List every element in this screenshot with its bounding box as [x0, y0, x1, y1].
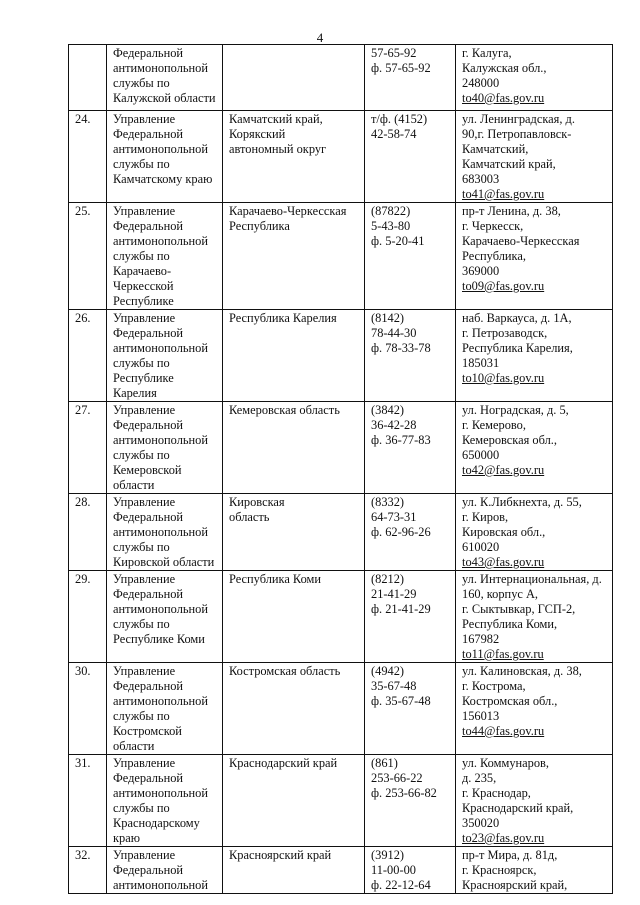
row-number-text: 26.: [75, 311, 91, 325]
organization-name: [107, 402, 223, 494]
postal-address: [456, 494, 613, 571]
organization-name: [107, 111, 223, 203]
phone-numbers-text: (87822) 5-43-80 ф. 5-20-41: [371, 204, 425, 248]
region-name-text: Республика Карелия: [229, 311, 337, 325]
email-link[interactable]: to09@fas.gov.ru: [462, 279, 545, 293]
row-number-text: 28.: [75, 495, 91, 509]
phone-numbers: [365, 663, 456, 755]
table-row: [69, 310, 613, 402]
email-link[interactable]: to42@fas.gov.ru: [462, 463, 545, 477]
table-row: [69, 755, 613, 847]
email-link[interactable]: to23@fas.gov.ru: [462, 831, 545, 845]
row-number: [69, 494, 107, 571]
postal-address-text: г. Калуга, Калужская обл., 248000: [462, 46, 547, 90]
phone-numbers-text: (8142) 78-44-30 ф. 78-33-78: [371, 311, 431, 355]
organization-name-text: Управление Федеральной антимонопольной службы по Республике Коми: [113, 572, 208, 646]
region-name: [223, 755, 365, 847]
region-name-text: Камчатский край, Корякский автономный округ: [229, 112, 327, 156]
region-name-text: Республика Коми: [229, 572, 322, 586]
table-row: [69, 494, 613, 571]
table-row: [69, 847, 613, 894]
phone-numbers: [365, 847, 456, 894]
organization-name-text: Управление Федеральной антимонопольной службы по Кемеровской области: [113, 403, 208, 492]
table-row: [69, 111, 613, 203]
row-number: [69, 663, 107, 755]
organization-name: [107, 847, 223, 894]
registry-table-body: [69, 45, 613, 894]
postal-address: [456, 571, 613, 663]
region-name: [223, 402, 365, 494]
email-link[interactable]: to11@fas.gov.ru: [462, 647, 544, 661]
postal-address-text: ул. Ноградская, д. 5, г. Кемерово, Кемеровская обл., 650000: [462, 403, 569, 462]
row-number: [69, 111, 107, 203]
postal-address: [456, 45, 613, 111]
row-number: [69, 310, 107, 402]
postal-address-text: пр-т Ленина, д. 38, г. Черкесск, Карачаево-Черкесская Республика, 369000: [462, 204, 580, 278]
row-number-text: 25.: [75, 204, 91, 218]
email-link[interactable]: to44@fas.gov.ru: [462, 724, 545, 738]
email-link[interactable]: to40@fas.gov.ru: [462, 91, 545, 105]
phone-numbers-text: 57-65-92 ф. 57-65-92: [371, 46, 431, 75]
phone-numbers-text: (3912) 11-00-00 ф. 22-12-64: [371, 848, 431, 892]
organization-name: [107, 45, 223, 111]
postal-address-text: ул. Калиновская, д. 38, г. Кострома, Костромская обл., 156013: [462, 664, 582, 723]
region-name-text: Карачаево-Черкесская Республика: [229, 204, 347, 233]
row-number: [69, 45, 107, 111]
organization-name-text: Управление Федеральной антимонопольной службы по Республике Карелия: [113, 311, 208, 400]
postal-address-text: ул. Коммунаров, д. 235, г. Краснодар, Краснодарский край, 350020: [462, 756, 574, 830]
row-number-text: 31.: [75, 756, 91, 770]
organization-name-text: Управление Федеральной антимонопольной службы по Краснодарскому краю: [113, 756, 208, 845]
organization-name-text: Управление Федеральной антимонопольной службы по Карачаево- Черкесской Республике: [113, 204, 208, 308]
phone-numbers: [365, 571, 456, 663]
organization-name: [107, 571, 223, 663]
postal-address: [456, 203, 613, 310]
region-name: [223, 847, 365, 894]
row-number: [69, 847, 107, 894]
postal-address-text: ул. Интернациональная, д. 160, корпус А, г. Сыктывкар, ГСП-2, Республика Коми, 167982: [462, 572, 602, 646]
organization-name-text: Управление Федеральной антимонопольной службы по Камчатскому краю: [113, 112, 213, 186]
page-number: 4: [316, 30, 324, 45]
region-name: [223, 111, 365, 203]
organization-name-text: Управление Федеральной антимонопольной службы по Костромской области: [113, 664, 208, 753]
phone-numbers: [365, 45, 456, 111]
row-number: [69, 402, 107, 494]
organization-name: [107, 310, 223, 402]
phone-numbers: [365, 755, 456, 847]
row-number-text: 29.: [75, 572, 91, 586]
row-number: [69, 571, 107, 663]
postal-address-text: пр-т Мира, д. 81д, г. Красноярск, Красноярский край,: [462, 848, 568, 892]
table-row: [69, 203, 613, 310]
organization-name-text: Федеральной антимонопольной службы по Калужской области: [113, 46, 216, 105]
postal-address: [456, 310, 613, 402]
phone-numbers: [365, 494, 456, 571]
phone-numbers-text: т/ф. (4152) 42-58-74: [371, 112, 428, 141]
phone-numbers: [365, 111, 456, 203]
phone-numbers: [365, 402, 456, 494]
postal-address-text: наб. Варкауса, д. 1А, г. Петрозаводск, Республика Карелия, 185031: [462, 311, 573, 370]
email-link[interactable]: to43@fas.gov.ru: [462, 555, 545, 569]
row-number-text: 24.: [75, 112, 91, 126]
phone-numbers-text: (3842) 36-42-28 ф. 36-77-83: [371, 403, 431, 447]
postal-address: [456, 663, 613, 755]
phone-numbers-text: (861) 253-66-22 ф. 253-66-82: [371, 756, 437, 800]
region-name: [223, 494, 365, 571]
region-name-text: Кировская область: [229, 495, 285, 524]
phone-numbers-text: (4942) 35-67-48 ф. 35-67-48: [371, 664, 431, 708]
phone-numbers-text: (8212) 21-41-29 ф. 21-41-29: [371, 572, 431, 616]
postal-address: [456, 402, 613, 494]
organization-name: [107, 203, 223, 310]
postal-address: [456, 755, 613, 847]
organization-name: [107, 494, 223, 571]
region-name-text: Костромская область: [229, 664, 341, 678]
row-number: [69, 755, 107, 847]
email-link[interactable]: to41@fas.gov.ru: [462, 187, 545, 201]
row-number-text: 32.: [75, 848, 91, 862]
region-name: [223, 45, 365, 111]
email-link[interactable]: to10@fas.gov.ru: [462, 371, 545, 385]
region-name-text: Краснодарский край: [229, 756, 338, 770]
region-name-text: Красноярский край: [229, 848, 332, 862]
organization-name: [107, 663, 223, 755]
postal-address: [456, 847, 613, 894]
region-name: [223, 663, 365, 755]
organization-name: [107, 755, 223, 847]
table-row: [69, 402, 613, 494]
organization-name-text: Управление Федеральной антимонопольной: [113, 848, 208, 892]
postal-address-text: ул. К.Либкнехта, д. 55, г. Киров, Кировская обл., 610020: [462, 495, 582, 554]
row-number: [69, 203, 107, 310]
row-number-text: 30.: [75, 664, 91, 678]
organization-name-text: Управление Федеральной антимонопольной службы по Кировской области: [113, 495, 215, 569]
postal-address-text: ул. Ленинградская, д. 90,г. Петропавловск- Камчатский, Камчатский край, 683003: [462, 112, 575, 186]
table-row: [69, 45, 613, 111]
registry-table: [68, 44, 613, 894]
region-name: [223, 571, 365, 663]
phone-numbers-text: (8332) 64-73-31 ф. 62-96-26: [371, 495, 431, 539]
phone-numbers: [365, 310, 456, 402]
postal-address: [456, 111, 613, 203]
region-name: [223, 310, 365, 402]
region-name-text: Кемеровская область: [229, 403, 340, 417]
row-number-text: 27.: [75, 403, 91, 417]
table-row: [69, 571, 613, 663]
table-row: [69, 663, 613, 755]
region-name: [223, 203, 365, 310]
phone-numbers: [365, 203, 456, 310]
